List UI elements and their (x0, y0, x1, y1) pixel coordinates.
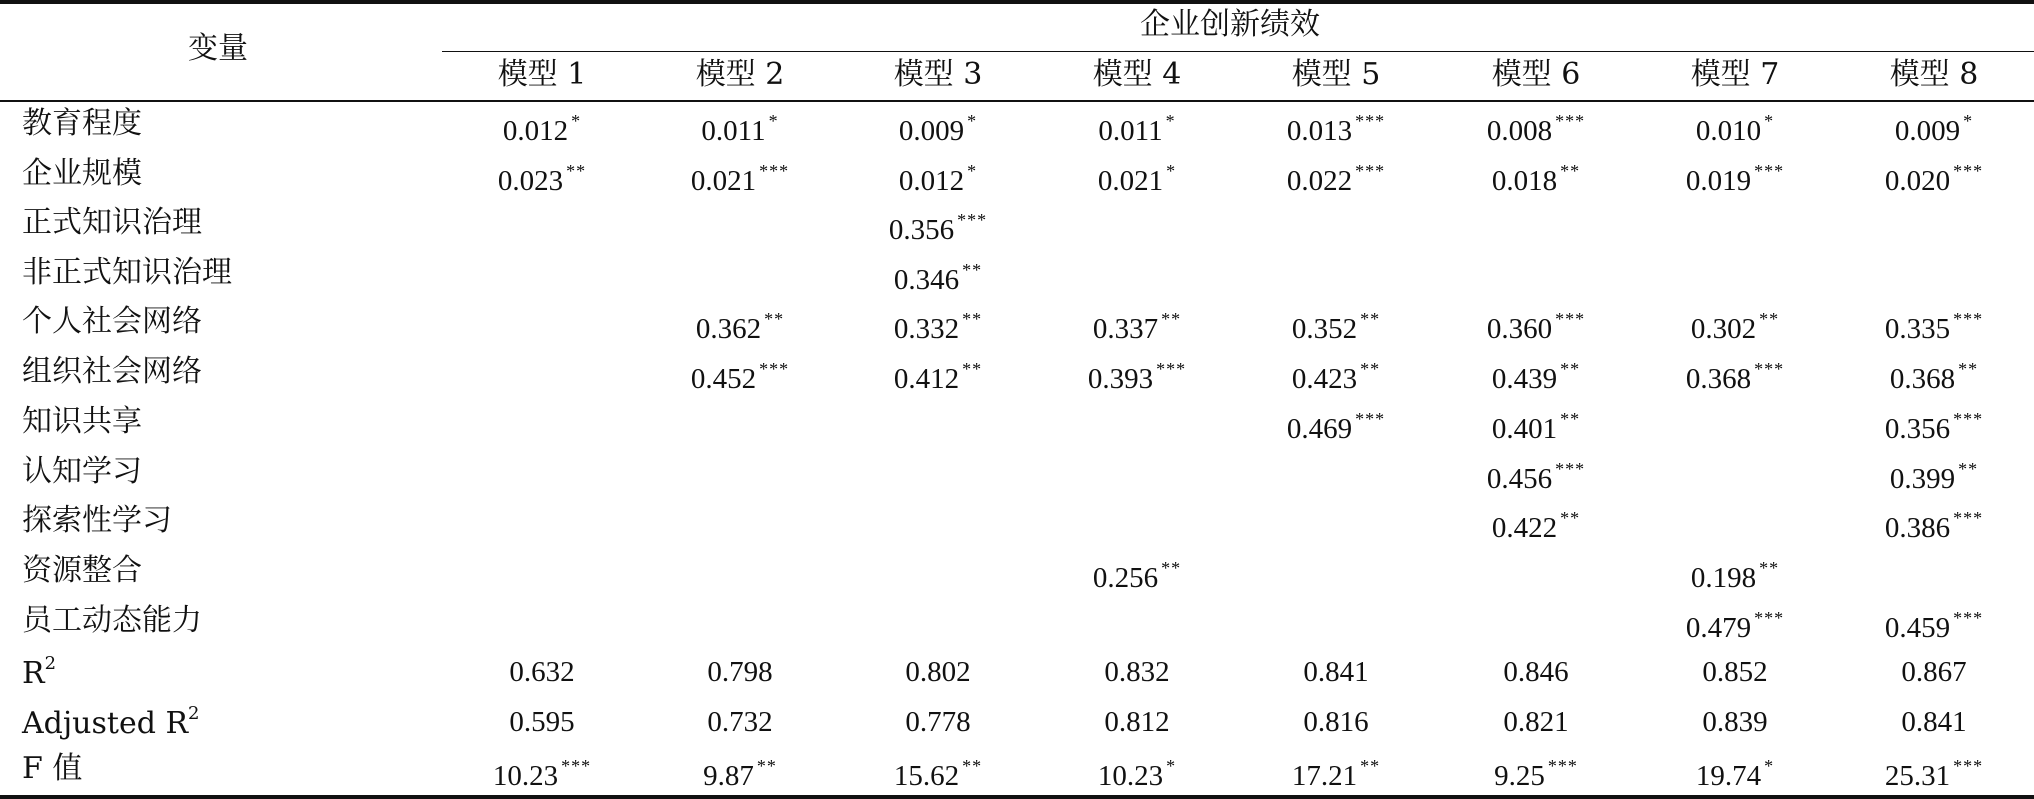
significance-stars: *** (1953, 309, 1984, 329)
table-cell (1503, 708, 1568, 737)
cell-value: 0.459 (1884, 612, 1951, 644)
table-cell (1487, 310, 1585, 344)
row-label (22, 503, 172, 538)
table-cell (894, 261, 982, 295)
cell-value: 0.732 (707, 706, 773, 738)
significance-stars: *** (1953, 409, 1984, 429)
row-label-text: 组织社会网络 (22, 354, 202, 389)
significance-stars: *** (1156, 359, 1187, 379)
table-cell (1088, 360, 1186, 394)
cell-value: 0.019 (1685, 165, 1752, 197)
cell-value: 0.012 (898, 165, 965, 197)
row-label-superscript: 2 (44, 653, 57, 674)
table-cell (1890, 460, 1978, 494)
significance-stars: * (1166, 161, 1177, 181)
cell-value: 0.778 (905, 706, 971, 738)
significance-stars: *** (1547, 756, 1578, 776)
table-cell (1487, 460, 1585, 494)
table-cell (889, 211, 987, 245)
cell-value: 0.302 (1690, 313, 1757, 345)
table-cell (509, 708, 574, 737)
significance-stars: *** (1953, 161, 1984, 181)
significance-stars: * (1166, 756, 1177, 776)
table-cell (894, 360, 982, 394)
significance-stars: ** (1161, 309, 1182, 329)
significance-stars: *** (1555, 459, 1586, 479)
significance-stars: ** (962, 359, 983, 379)
variable-column-header: 变量 (188, 31, 248, 66)
significance-stars: *** (1953, 508, 1984, 528)
cell-value: 15.62 (893, 760, 960, 792)
cell-value: 0.852 (1702, 656, 1768, 688)
table-cell (1093, 310, 1181, 344)
table-cell (894, 757, 982, 791)
table-cell (1885, 162, 1983, 196)
group-column-header: 企业创新绩效 (1140, 7, 1320, 42)
cell-value: 0.399 (1889, 463, 1956, 495)
cell-value: 0.393 (1087, 363, 1154, 395)
cell-value: 0.802 (905, 656, 971, 688)
cell-value: 0.452 (690, 363, 757, 395)
significance-stars: *** (1355, 111, 1386, 131)
row-label-superscript: 2 (188, 703, 200, 724)
row-label-text: R (22, 656, 45, 691)
cell-value: 0.360 (1486, 313, 1553, 345)
cell-value: 0.816 (1303, 706, 1369, 738)
table-cell (701, 112, 778, 146)
significance-stars: ** (1759, 309, 1780, 329)
table-cell (1494, 757, 1578, 791)
significance-stars: ** (1360, 309, 1381, 329)
table-cell (1885, 609, 1983, 643)
table-cell (696, 310, 784, 344)
significance-stars: *** (1953, 608, 1984, 628)
model-header: 模型 2 (695, 57, 785, 92)
significance-stars: * (967, 111, 978, 131)
significance-stars: ** (1560, 508, 1581, 528)
table-cell (1287, 112, 1385, 146)
significance-stars: *** (1953, 756, 1984, 776)
table-cell (905, 708, 970, 737)
significance-stars: ** (1360, 756, 1381, 776)
cell-value: 0.018 (1491, 165, 1558, 197)
table-cell (1686, 162, 1784, 196)
table-cell (498, 162, 586, 196)
table-cell (1901, 658, 1966, 687)
cell-value: 9.87 (703, 760, 754, 792)
table-top-rule (0, 0, 2034, 4)
model-header: 模型 8 (1889, 57, 1979, 92)
cell-value: 0.013 (1286, 115, 1353, 147)
table-cell (1303, 658, 1368, 687)
table-cell (1885, 410, 1983, 444)
row-label (22, 404, 142, 439)
cell-value: 0.632 (509, 656, 575, 688)
cell-value: 0.008 (1486, 115, 1553, 147)
model-header: 模型 1 (497, 57, 587, 92)
table-cell (1487, 112, 1585, 146)
table-cell (1890, 360, 1978, 394)
table-cell (691, 360, 789, 394)
row-label (22, 751, 83, 786)
row-label-text: 教育程度 (22, 106, 142, 141)
table-cell (1492, 509, 1580, 543)
row-label-text: 个人社会网络 (22, 304, 202, 339)
table-cell (1901, 708, 1966, 737)
model-header: 模型 5 (1291, 57, 1381, 92)
cell-value: 0.009 (1894, 115, 1961, 147)
cell-value: 0.346 (893, 264, 960, 296)
significance-stars: *** (1555, 309, 1586, 329)
table-bottom-rule (0, 795, 2034, 799)
table-cell (1292, 757, 1380, 791)
table-cell (1287, 410, 1385, 444)
cell-value: 0.595 (509, 706, 575, 738)
cell-value: 0.021 (1097, 165, 1164, 197)
significance-stars: *** (561, 756, 592, 776)
cell-value: 0.423 (1291, 363, 1358, 395)
model-header: 模型 7 (1690, 57, 1780, 92)
cell-value: 0.401 (1491, 413, 1558, 445)
row-label-text: 非正式知识治理 (22, 255, 232, 290)
table-cell (1098, 112, 1175, 146)
model-header: 模型 4 (1092, 57, 1182, 92)
row-label-text: 员工动态能力 (22, 603, 202, 638)
table-cell (1292, 310, 1380, 344)
significance-stars: ** (1958, 359, 1979, 379)
table-cell (1885, 509, 1983, 543)
table-cell (1093, 559, 1181, 593)
table-cell (1503, 658, 1568, 687)
cell-value: 0.337 (1092, 313, 1159, 345)
table-cell (1686, 609, 1784, 643)
row-label (22, 156, 142, 191)
cell-value: 0.356 (1884, 413, 1951, 445)
significance-stars: ** (1560, 161, 1581, 181)
cell-value: 0.332 (893, 313, 960, 345)
table-cell (1292, 360, 1380, 394)
cell-value: 0.798 (707, 656, 773, 688)
table-cell (1492, 162, 1580, 196)
significance-stars: ** (1360, 359, 1381, 379)
cell-value: 17.21 (1291, 760, 1358, 792)
significance-stars: ** (756, 756, 777, 776)
row-label-text: Adjusted R (22, 706, 189, 741)
group-underline-rule (442, 51, 2034, 52)
significance-stars: * (768, 111, 779, 131)
cell-value: 0.386 (1884, 512, 1951, 544)
significance-stars: ** (962, 260, 983, 280)
cell-value: 0.198 (1690, 562, 1757, 594)
table-cell (1702, 708, 1767, 737)
model-header: 模型 6 (1491, 57, 1581, 92)
table-cell (905, 658, 970, 687)
significance-stars: * (1165, 111, 1176, 131)
cell-value: 25.31 (1884, 760, 1951, 792)
row-label (22, 205, 202, 240)
significance-stars: *** (957, 210, 988, 230)
model-header: 模型 3 (893, 57, 983, 92)
cell-value: 0.867 (1901, 656, 1967, 688)
significance-stars: *** (1355, 161, 1386, 181)
row-label-text: 知识共享 (22, 404, 142, 439)
row-label (22, 106, 142, 141)
cell-value: 0.012 (502, 115, 569, 147)
table-cell (1104, 708, 1169, 737)
significance-stars: ** (1161, 558, 1182, 578)
cell-value: 0.368 (1685, 363, 1752, 395)
table-cell (1686, 360, 1784, 394)
cell-value: 0.023 (497, 165, 564, 197)
cell-value: 0.352 (1291, 313, 1358, 345)
cell-value: 0.009 (898, 115, 965, 147)
cell-value: 0.356 (888, 214, 955, 246)
cell-value: 0.362 (695, 313, 762, 345)
cell-value: 0.841 (1303, 656, 1369, 688)
significance-stars: * (571, 111, 582, 131)
table-cell (1696, 112, 1774, 146)
table-cell (703, 757, 777, 791)
cell-value: 9.25 (1494, 760, 1545, 792)
table-cell (1104, 658, 1169, 687)
cell-value: 0.456 (1486, 463, 1553, 495)
significance-stars: *** (1355, 409, 1386, 429)
table-cell (1691, 559, 1779, 593)
row-label (22, 655, 56, 689)
cell-value: 0.812 (1104, 706, 1170, 738)
cell-value: 0.335 (1884, 313, 1951, 345)
significance-stars: ** (1759, 558, 1780, 578)
table-cell (1303, 708, 1368, 737)
significance-stars: * (1764, 111, 1775, 131)
table-cell (899, 112, 977, 146)
table-cell (1287, 162, 1385, 196)
cell-value: 10.23 (1097, 760, 1164, 792)
table-cell (1098, 162, 1176, 196)
row-label (22, 603, 202, 638)
cell-value: 0.469 (1286, 413, 1353, 445)
table-cell (1885, 757, 1983, 791)
cell-value: 0.832 (1104, 656, 1170, 688)
row-label-text: F 值 (22, 751, 83, 786)
cell-value: 0.422 (1491, 512, 1558, 544)
table-cell (493, 757, 591, 791)
significance-stars: ** (962, 756, 983, 776)
table-cell (1696, 757, 1774, 791)
cell-value: 0.412 (893, 363, 960, 395)
table-cell (1691, 310, 1779, 344)
table-cell (1895, 112, 1973, 146)
cell-value: 0.011 (1098, 115, 1163, 147)
row-label-text: 正式知识治理 (22, 205, 202, 240)
significance-stars: ** (1560, 359, 1581, 379)
table-cell (707, 658, 772, 687)
header-bottom-rule (0, 100, 2034, 102)
significance-stars: *** (1754, 161, 1785, 181)
row-label-text: 探索性学习 (22, 503, 172, 538)
cell-value: 0.846 (1503, 656, 1569, 688)
cell-value: 0.479 (1685, 612, 1752, 644)
cell-value: 0.368 (1889, 363, 1956, 395)
row-label (22, 354, 202, 389)
significance-stars: *** (1754, 359, 1785, 379)
table-cell (899, 162, 977, 196)
table-cell (691, 162, 789, 196)
significance-stars: *** (759, 359, 790, 379)
significance-stars: *** (759, 161, 790, 181)
row-label (22, 553, 142, 588)
row-label (22, 705, 199, 739)
significance-stars: * (1963, 111, 1974, 131)
table-cell (707, 708, 772, 737)
table-cell (509, 658, 574, 687)
table-cell (1885, 310, 1983, 344)
significance-stars: ** (764, 309, 785, 329)
table-cell (1098, 757, 1176, 791)
significance-stars: * (1764, 756, 1775, 776)
cell-value: 0.256 (1092, 562, 1159, 594)
cell-value: 0.021 (690, 165, 757, 197)
row-label (22, 304, 202, 339)
row-label-text: 企业规模 (22, 156, 142, 191)
significance-stars: ** (566, 161, 587, 181)
cell-value: 0.022 (1286, 165, 1353, 197)
cell-value: 0.011 (701, 115, 766, 147)
significance-stars: ** (1958, 459, 1979, 479)
table-cell (894, 310, 982, 344)
table-cell (1492, 360, 1580, 394)
row-label (22, 454, 142, 489)
cell-value: 0.839 (1702, 706, 1768, 738)
cell-value: 19.74 (1695, 760, 1762, 792)
significance-stars: *** (1555, 111, 1586, 131)
row-label-text: 资源整合 (22, 553, 142, 588)
cell-value: 10.23 (492, 760, 559, 792)
table-cell (1702, 658, 1767, 687)
cell-value: 0.841 (1901, 706, 1967, 738)
table-cell (503, 112, 581, 146)
significance-stars: ** (1560, 409, 1581, 429)
cell-value: 0.020 (1884, 165, 1951, 197)
significance-stars: *** (1754, 608, 1785, 628)
row-label-text: 认知学习 (22, 454, 142, 489)
cell-value: 0.821 (1503, 706, 1569, 738)
table-cell (1492, 410, 1580, 444)
significance-stars: * (967, 161, 978, 181)
significance-stars: ** (962, 309, 983, 329)
cell-value: 0.439 (1491, 363, 1558, 395)
cell-value: 0.010 (1695, 115, 1762, 147)
row-label (22, 255, 232, 290)
